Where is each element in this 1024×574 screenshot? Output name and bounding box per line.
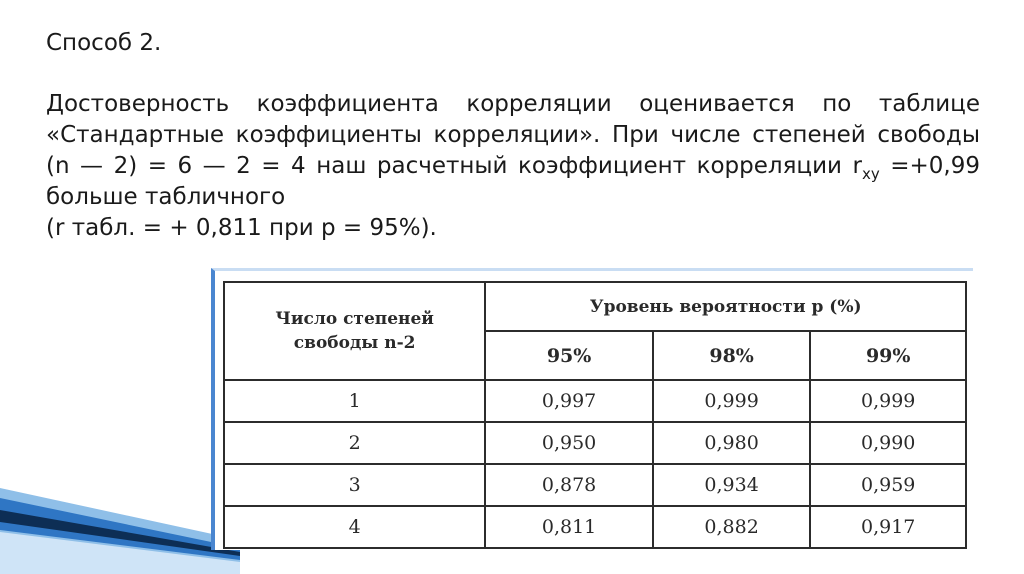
value-cell: 0,950	[485, 422, 653, 464]
df-cell: 4	[224, 506, 485, 548]
probability-group-header: Уровень вероятности p (%)	[485, 282, 966, 331]
slide-heading: Способ 2.	[46, 30, 162, 56]
value-cell: 0,878	[485, 464, 653, 506]
table-row	[224, 506, 966, 548]
value-cell: 0,811	[485, 506, 653, 548]
paragraph-text-1: Достоверность коэффициента корреляции оценивается по таблице «Стандартные коэффициенты корреляции». При числе степеней свободы (n — 2) = 6 — 2 = 4 наш расчетный коэффициент корреляции r	[46, 91, 980, 179]
paragraph-text-3: (r табл. = + 0,811 при p = 95%).	[46, 215, 437, 241]
value-cell: 0,990	[810, 422, 966, 464]
correlation-table	[223, 281, 967, 549]
value-cell: 0,917	[810, 506, 966, 548]
value-cell: 0,999	[810, 380, 966, 422]
table-row	[224, 380, 966, 422]
df-column-header	[224, 282, 485, 380]
table-image-frame	[211, 268, 973, 550]
value-cell: 0,934	[653, 464, 811, 506]
value-cell: 0,999	[653, 380, 811, 422]
value-cell: 0,980	[653, 422, 811, 464]
value-cell: 0,882	[653, 506, 811, 548]
decorative-wedge	[0, 470, 240, 574]
value-cell: 0,997	[485, 380, 653, 422]
pct-header-99: 99%	[810, 331, 966, 380]
df-cell: 3	[224, 464, 485, 506]
table-header-row	[224, 282, 966, 331]
slide-text	[46, 28, 980, 244]
table-row	[224, 422, 966, 464]
df-header-line1: Число степеней	[275, 309, 434, 329]
df-cell: 2	[224, 422, 485, 464]
explanation-paragraph	[46, 89, 980, 244]
pct-header-95: 95%	[485, 331, 653, 380]
paragraph-subscript: xy	[861, 165, 880, 183]
df-header-line2: свободы n-2	[293, 333, 416, 353]
pct-header-98: 98%	[653, 331, 811, 380]
df-cell: 1	[224, 380, 485, 422]
value-cell: 0,959	[810, 464, 966, 506]
paragraph-text-2: =+0,99 больше табличного	[46, 153, 980, 210]
table-row	[224, 464, 966, 506]
